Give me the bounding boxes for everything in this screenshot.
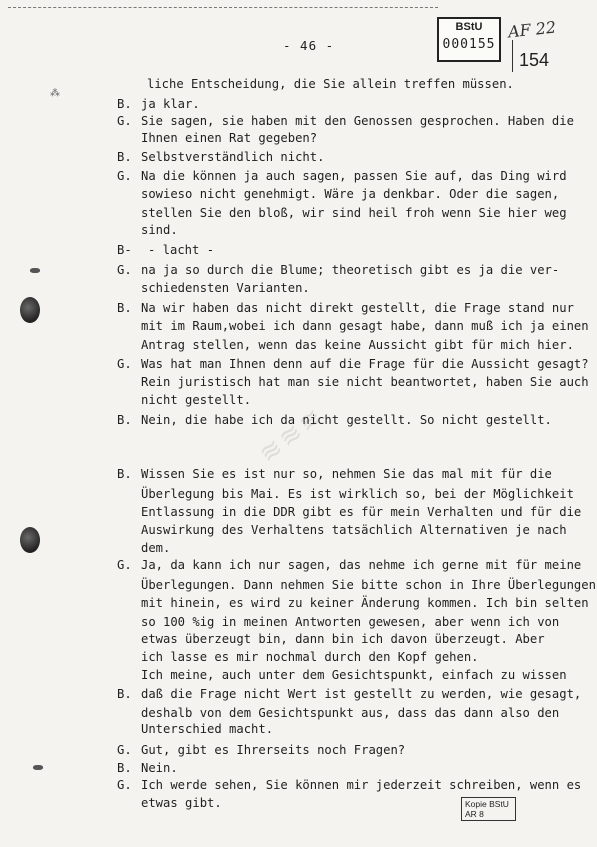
transcript-line: Nein. xyxy=(141,761,178,775)
top-border-line xyxy=(8,7,438,8)
transcript-line: mit hinein, es wird zu keiner Änderung kommen. Ich bin selten xyxy=(141,596,589,610)
copy-stamp-line1: Kopie BStU xyxy=(465,799,509,809)
speaker-label: B. xyxy=(117,301,132,315)
transcript-line: stellen Sie den bloß, wir sind heil froh wenn Sie hier weg xyxy=(141,206,567,220)
speaker-label: B- xyxy=(117,243,132,257)
speaker-label: B. xyxy=(117,97,132,111)
speaker-label: B. xyxy=(117,687,132,701)
transcript-line: Entlassung in die DDR gibt es für mein Verhalten und für die xyxy=(141,505,582,519)
transcript-line: dem. xyxy=(141,541,171,555)
transcript-line: etwas gibt. xyxy=(141,796,222,810)
speaker-label: G. xyxy=(117,263,132,277)
faint-watermark-icon: ≋≋≋ xyxy=(253,400,331,470)
transcript-line: Ich werde sehen, Sie können mir jederzeit schreiben, wenn es xyxy=(141,778,582,792)
copy-stamp xyxy=(461,797,516,821)
transcript-line: so 100 %ig in meinen Antworten gewesen, aber wenn ich von xyxy=(141,615,560,629)
speaker-label: G. xyxy=(117,743,132,757)
folio-number: 154 xyxy=(519,50,550,70)
transcript-line: sind. xyxy=(141,223,178,237)
archive-stamp xyxy=(437,17,501,62)
transcript-line: Überlegung bis Mai. Es ist wirklich so, bei der Möglichkeit xyxy=(141,487,574,501)
transcript-line: Selbstverständlich nicht. xyxy=(141,150,325,164)
speaker-label: G. xyxy=(117,558,132,572)
transcript-line: liche Entscheidung, die Sie allein treffen müssen. xyxy=(147,77,514,91)
transcript-line: Na die können ja auch sagen, passen Sie auf, das Ding wird xyxy=(141,169,567,183)
transcript-line: Na wir haben das nicht direkt gestellt, die Frage stand nur xyxy=(141,301,574,315)
copy-stamp-line2: AR 8 xyxy=(465,809,484,819)
transcript-line: Was hat man Ihnen denn auf die Frage für die Aussicht gesagt? xyxy=(141,357,589,371)
speaker-label: G. xyxy=(117,778,132,792)
punch-hole-icon xyxy=(20,297,40,323)
transcript-line: sowieso nicht genehmigt. Wäre ja denkbar. Oder die sagen, xyxy=(141,187,560,201)
transcript-line: Gut, gibt es Ihrerseits noch Fragen? xyxy=(141,743,406,757)
transcript-line: Sie sagen, sie haben mit den Genossen gesprochen. Haben die xyxy=(141,114,574,128)
stamp-label: BStU xyxy=(455,21,483,33)
transcript-line: schiedensten Varianten. xyxy=(141,281,310,295)
punch-hole-icon xyxy=(20,527,40,553)
transcript-line: ich lasse es mir nochmal durch den Kopf gehen. xyxy=(141,650,479,664)
page-number: - 46 - xyxy=(283,38,335,53)
transcript-line: daß die Frage nicht Wert ist gestellt zu werden, wie gesagt, xyxy=(141,687,582,701)
stamp-number: 000155 xyxy=(442,37,496,52)
transcript-line: - lacht - xyxy=(148,243,215,257)
transcript-line: Auswirkung des Verhaltens tatsächlich Alternativen je nach xyxy=(141,523,567,537)
speaker-label: G. xyxy=(117,357,132,371)
speaker-label: B. xyxy=(117,150,132,164)
speaker-label: B. xyxy=(117,467,132,481)
transcript-line: mit im Raum,wobei ich dann gesagt habe, dann muß ich ja einen xyxy=(141,319,589,333)
handwritten-note: AF 22 xyxy=(507,17,557,42)
margin-dot-icon xyxy=(30,268,40,273)
transcript-line: Ihnen einen Rat gegeben? xyxy=(141,131,318,145)
transcript-line: ja klar. xyxy=(141,97,200,111)
transcript-line: Antrag stellen, wenn das keine Aussicht gibt für mich hier. xyxy=(141,338,574,352)
speaker-label: G. xyxy=(117,114,132,128)
margin-dot-icon xyxy=(33,765,43,770)
margin-mark-icon: ⁂ xyxy=(50,88,60,99)
transcript-line: Wissen Sie es ist nur so, nehmen Sie das mal mit für die xyxy=(141,467,552,481)
transcript-line: Nein, die habe ich da nicht gestellt. So nicht gestellt. xyxy=(141,413,552,427)
transcript-line: Überlegungen. Dann nehmen Sie bitte schon in Ihre Überlegungen xyxy=(141,578,596,592)
transcript-line: Ich meine, auch unter dem Gesichtspunkt, einfach zu wissen xyxy=(141,668,567,682)
transcript-line: Rein juristisch hat man sie nicht beantwortet, haben Sie auch xyxy=(141,375,589,389)
speaker-label: G. xyxy=(117,169,132,183)
speaker-label: B. xyxy=(117,761,132,775)
transcript-line: Unterschied macht. xyxy=(141,722,274,736)
transcript-line: na ja so durch die Blume; theoretisch gibt es ja die ver- xyxy=(141,263,560,277)
transcript-line: etwas überzeugt bin, dann bin ich davon überzeugt. Aber xyxy=(141,632,545,646)
stamp-divider xyxy=(512,40,513,72)
speaker-label: B. xyxy=(117,413,132,427)
transcript-line: nicht gestellt. xyxy=(141,393,252,407)
transcript-line: Ja, da kann ich nur sagen, das nehme ich gerne mit für meine xyxy=(141,558,582,572)
transcript-line: deshalb von dem Gesichtspunkt aus, dass das dann also den xyxy=(141,706,560,720)
